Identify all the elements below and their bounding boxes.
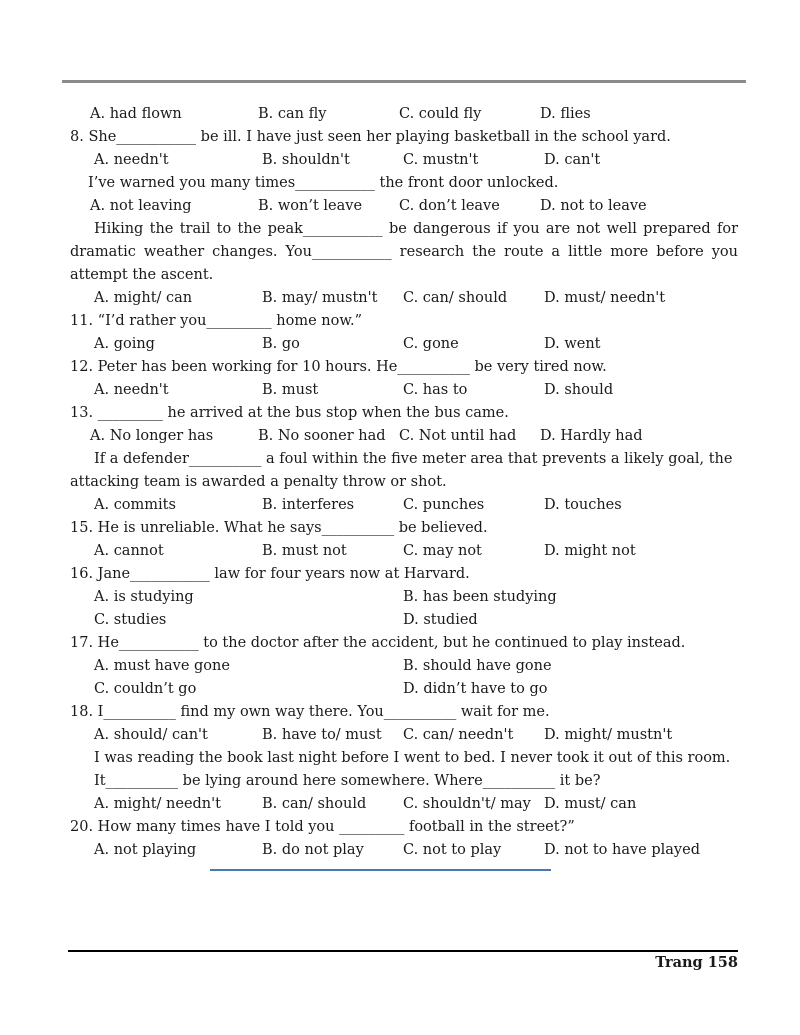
header-rule: [62, 80, 746, 83]
answer-option: C. has to: [403, 382, 468, 398]
answer-options: [70, 425, 738, 448]
answer-option: B. must not: [262, 543, 347, 559]
answer-option: B. may/ mustn't: [262, 290, 378, 306]
page-number: Trang 158: [655, 954, 738, 971]
question-text: dramatic weather changes. You___________ research the route a little more before you: [70, 244, 738, 260]
answer-option: B. can/ should: [262, 796, 367, 812]
answer-options: [70, 609, 738, 632]
answer-option: D. went: [544, 336, 601, 352]
answer-option: A. not leaving: [90, 198, 192, 214]
answer-options: [70, 839, 738, 862]
answer-option: C. could fly: [399, 106, 482, 122]
answer-option: D. must/ can: [544, 796, 637, 812]
answer-option: A. might/ can: [94, 290, 193, 306]
question-text: If a defender__________ a foul within the five meter area that prevents a likely goal, the: [94, 451, 733, 467]
answer-option: A. had flown: [90, 106, 182, 122]
answer-option: D. studied: [403, 612, 478, 628]
answer-option: A. should/ can't: [94, 727, 208, 743]
question-text: 12. Peter has been working for 10 hours. He__________ be very tired now.: [70, 359, 607, 375]
answer-options: [70, 793, 738, 816]
answer-option: B. must: [262, 382, 319, 398]
question-text: 13. _________ he arrived at the bus stop when the bus came.: [70, 405, 509, 421]
answer-option: D. flies: [540, 106, 591, 122]
answer-options: [70, 149, 738, 172]
answer-option: C. not to play: [403, 842, 502, 858]
answer-options: [70, 678, 738, 701]
answer-option: A. commits: [94, 497, 176, 513]
answer-option: D. can't: [544, 152, 601, 168]
answer-option: C. can/ needn't: [403, 727, 514, 743]
answer-option: C. gone: [403, 336, 459, 352]
answer-option: C. couldn’t go: [94, 681, 197, 697]
question-text: It__________ be lying around here somewhere. Where__________ it be?: [94, 773, 601, 789]
answer-option: D. must/ needn't: [544, 290, 666, 306]
answer-option: A. must have gone: [94, 658, 230, 674]
answer-option: B. do not play: [262, 842, 364, 858]
question-text: 15. He is unreliable. What he says__________ be believed.: [70, 520, 488, 536]
answer-options: [70, 540, 738, 563]
answer-option: B. won’t leave: [258, 198, 363, 214]
answer-options: [70, 655, 738, 678]
answer-option: B. go: [262, 336, 300, 352]
answer-option: D. should: [544, 382, 614, 398]
answer-option: A. cannot: [94, 543, 164, 559]
question-text: I’ve warned you many times___________ the front door unlocked.: [88, 175, 559, 191]
section-end-rule: [210, 869, 551, 871]
answer-options: [70, 103, 738, 126]
answer-options: [70, 287, 738, 310]
answer-option: A. needn't: [94, 152, 169, 168]
answer-option: B. has been studying: [403, 589, 557, 605]
answer-option: A. is studying: [94, 589, 194, 605]
question-text: Hiking the trail to the peak___________ be dangerous if you are not well prepared for: [94, 221, 738, 237]
question-text: 20. How many times have I told you _________ football in the street?”: [70, 819, 575, 835]
question-text: 8. She___________ be ill. I have just seen her playing basketball in the school yard.: [70, 129, 671, 145]
answer-option: D. might not: [544, 543, 636, 559]
question-text: 17. He___________ to the doctor after the accident, but he continued to play instead.: [70, 635, 686, 651]
answer-option: B. interferes: [262, 497, 355, 513]
answer-options: [70, 333, 738, 356]
answer-option: A. not playing: [94, 842, 197, 858]
answer-option: D. Hardly had: [540, 428, 643, 444]
answer-option: A. going: [94, 336, 155, 352]
answer-option: C. Not until had: [399, 428, 517, 444]
answer-option: C. mustn't: [403, 152, 479, 168]
answer-option: A. might/ needn't: [94, 796, 221, 812]
answer-option: C. don’t leave: [399, 198, 500, 214]
answer-option: D. touches: [544, 497, 622, 513]
answer-options: [70, 494, 738, 517]
answer-options: [70, 379, 738, 402]
answer-option: D. not to leave: [540, 198, 647, 214]
answer-options: [70, 724, 738, 747]
answer-option: C. may not: [403, 543, 482, 559]
footer-rule: [68, 950, 738, 952]
question-text: attempt the ascent.: [70, 267, 214, 283]
answer-option: B. should have gone: [403, 658, 552, 674]
answer-option: D. not to have played: [544, 842, 700, 858]
question-text: 18. I__________ find my own way there. You__________ wait for me.: [70, 704, 550, 720]
answer-option: B. have to/ must: [262, 727, 382, 743]
question-text: 16. Jane___________ law for four years now at Harvard.: [70, 566, 470, 582]
answer-option: D. might/ mustn't: [544, 727, 673, 743]
answer-options: [70, 195, 738, 218]
question-text: 11. “I’d rather you_________ home now.”: [70, 313, 363, 329]
answer-option: B. No sooner had: [258, 428, 386, 444]
answer-option: A. needn't: [94, 382, 169, 398]
answer-option: B. shouldn't: [262, 152, 350, 168]
answer-option: C. punches: [403, 497, 485, 513]
answer-option: C. can/ should: [403, 290, 508, 306]
answer-option: D. didn’t have to go: [403, 681, 548, 697]
exercise-content: [70, 103, 738, 862]
question-text: I was reading the book last night before I went to bed. I never took it out of this room.: [94, 750, 731, 766]
answer-option: C. studies: [94, 612, 167, 628]
answer-option: A. No longer has: [90, 428, 214, 444]
question-text: attacking team is awarded a penalty throw or shot.: [70, 474, 447, 490]
answer-option: C. shouldn't/ may: [403, 796, 531, 812]
answer-option: B. can fly: [258, 106, 327, 122]
answer-options: [70, 586, 738, 609]
